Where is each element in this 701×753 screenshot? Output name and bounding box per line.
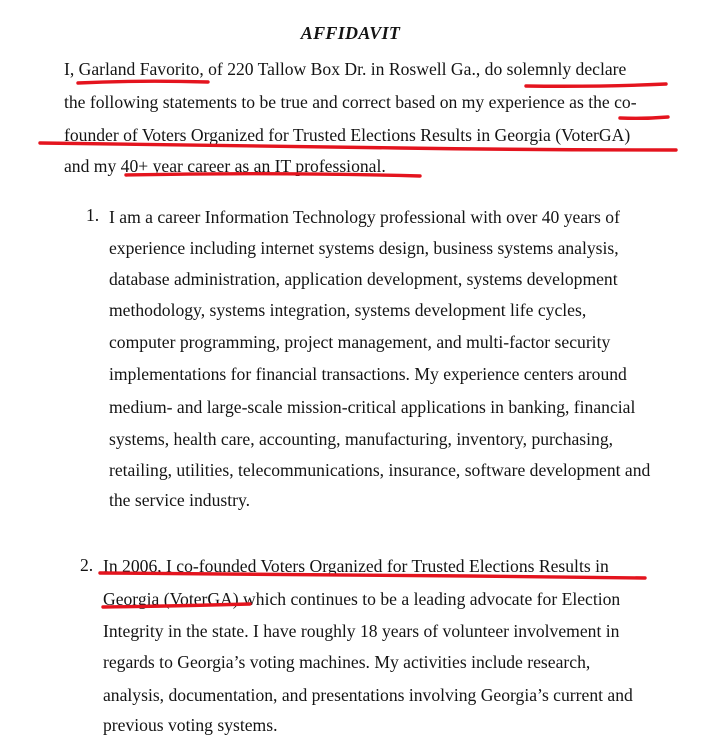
intro-line-2: the following statements to be true and correct based on my experience as the co- bbox=[64, 92, 637, 112]
item-2-line-1: In 2006, I co-founded Voters Organized for Trusted Elections Results in bbox=[103, 556, 609, 576]
underline-garland-favorito bbox=[78, 81, 208, 83]
item-2-line-6: previous voting systems. bbox=[103, 715, 278, 735]
item-2-line-2: Georgia (VoterGA) which continues to be a leading advocate for Election bbox=[103, 589, 621, 609]
item-1-line-1: I am a career Information Technology professional with over 40 years of bbox=[109, 207, 620, 227]
underline-solemnly-declare bbox=[526, 84, 666, 86]
item-1-number: 1. bbox=[86, 205, 100, 225]
item-1-line-2: experience including internet systems design, business systems analysis, bbox=[109, 238, 619, 258]
item-1-line-8: systems, health care, accounting, manufacturing, inventory, purchasing, bbox=[109, 429, 614, 449]
item-2-line-3: Integrity in the state. I have roughly 18 years of volunteer involvement in bbox=[103, 621, 620, 641]
item-2-number: 2. bbox=[80, 555, 94, 575]
item-1-line-9: retailing, utilities, telecommunications, insurance, software development and bbox=[109, 460, 651, 480]
item-2-line-5: analysis, documentation, and presentations involving Georgia’s current and bbox=[103, 685, 633, 705]
intro-line-1: I, Garland Favorito, of 220 Tallow Box Dr. in Roswell Ga., do solemnly declare bbox=[64, 59, 627, 79]
item-2-line-4: regards to Georgia’s voting machines. My activities include research, bbox=[103, 652, 591, 672]
underline-the-co bbox=[620, 117, 668, 118]
item-1-line-4: methodology, systems integration, systems development life cycles, bbox=[109, 300, 587, 320]
intro-line-4: and my 40+ year career as an IT professional. bbox=[64, 156, 386, 176]
item-1-line-3: database administration, application development, systems development bbox=[109, 269, 618, 289]
item-1-line-10: the service industry. bbox=[109, 490, 251, 510]
item-1-line-6: implementations for financial transactions. My experience centers around bbox=[109, 364, 627, 384]
affidavit-title: AFFIDAVIT bbox=[300, 23, 401, 43]
item-1-line-5: computer programming, project management, and multi-factor security bbox=[109, 332, 611, 352]
intro-line-3: founder of Voters Organized for Trusted Elections Results in Georgia (VoterGA) bbox=[64, 125, 631, 145]
item-1-line-7: medium- and large-scale mission-critical applications in banking, financial bbox=[109, 397, 636, 417]
